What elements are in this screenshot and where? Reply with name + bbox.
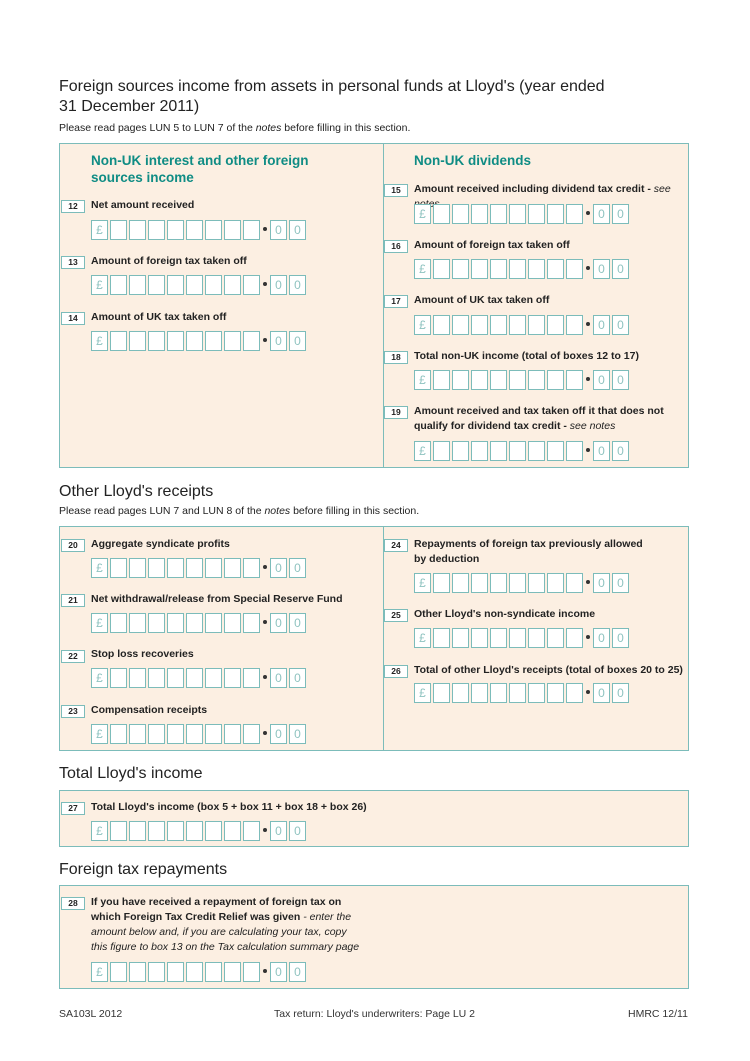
footer-page-title: Tax return: Lloyd's underwriters: Page LU 2	[274, 1008, 476, 1020]
digit-cell[interactable]	[471, 628, 488, 648]
digit-cell[interactable]	[110, 724, 127, 744]
digit-cell[interactable]	[205, 331, 222, 351]
digit-cell[interactable]	[471, 315, 488, 335]
decimal-point	[263, 338, 267, 342]
pence-cell: 0	[612, 204, 629, 224]
pound-sign-cell: £	[414, 259, 431, 279]
pence-cell: 0	[270, 558, 287, 578]
digit-cell[interactable]	[186, 668, 203, 688]
digit-cell[interactable]	[566, 259, 583, 279]
digit-cell[interactable]	[547, 315, 564, 335]
digit-cell[interactable]	[224, 220, 241, 240]
digit-cell[interactable]	[566, 204, 583, 224]
box-number-25: 25	[384, 609, 408, 622]
pound-sign-cell: £	[91, 331, 108, 351]
digit-cell[interactable]	[490, 573, 507, 593]
digit-cell[interactable]	[547, 683, 564, 703]
digit-cell[interactable]	[528, 259, 545, 279]
digit-cell[interactable]	[148, 962, 165, 982]
box-label-13: Amount of foreign tax taken off	[91, 255, 247, 267]
decimal-point	[263, 282, 267, 286]
digit-cell[interactable]	[205, 275, 222, 295]
pence-cell: 0	[612, 259, 629, 279]
digit-cell[interactable]	[243, 558, 260, 578]
decimal-point	[263, 620, 267, 624]
digit-cell[interactable]	[110, 821, 127, 841]
digit-cell[interactable]	[433, 315, 450, 335]
section-title-foreign-tax-repayments: Foreign tax repayments	[59, 861, 228, 878]
digit-cell[interactable]	[528, 573, 545, 593]
digit-cell[interactable]	[566, 628, 583, 648]
digit-cell[interactable]	[224, 558, 241, 578]
digit-cell[interactable]	[148, 668, 165, 688]
box-label-16: Amount of foreign tax taken off	[414, 239, 570, 251]
digit-cell[interactable]	[148, 331, 165, 351]
pound-sign-cell: £	[414, 441, 431, 461]
digit-cell[interactable]	[547, 441, 564, 461]
digit-cell[interactable]	[167, 331, 184, 351]
digit-cell[interactable]	[148, 220, 165, 240]
digit-cell[interactable]	[129, 962, 146, 982]
digit-cell[interactable]	[471, 204, 488, 224]
digit-cell[interactable]	[471, 259, 488, 279]
pence-cell: 0	[289, 558, 306, 578]
box-label-26: Total of other Lloyd's receipts (total of boxes 20 to 25)	[414, 664, 683, 676]
digit-cell[interactable]	[224, 962, 241, 982]
digit-cell[interactable]	[167, 724, 184, 744]
pence-cell: 0	[270, 821, 287, 841]
pound-sign-cell: £	[414, 370, 431, 390]
digit-cell[interactable]	[452, 204, 469, 224]
digit-cell[interactable]	[243, 724, 260, 744]
digit-cell[interactable]	[509, 370, 526, 390]
box-number-12: 12	[61, 200, 85, 213]
pence-cell: 0	[612, 573, 629, 593]
decimal-point	[586, 448, 590, 452]
box-label-17: Amount of UK tax taken off	[414, 294, 550, 306]
section-title-foreign-sources: Foreign sources income from assets in personal funds at Lloyd's (year ended 31 December 2011)	[59, 78, 605, 115]
digit-cell[interactable]	[528, 628, 545, 648]
pence-cell: 0	[593, 204, 610, 224]
digit-cell[interactable]	[566, 441, 583, 461]
digit-cell[interactable]	[243, 668, 260, 688]
decimal-point	[263, 969, 267, 973]
pence-cell: 0	[270, 613, 287, 633]
panel-foreign-tax-repayments	[59, 885, 689, 989]
digit-cell[interactable]	[186, 220, 203, 240]
pound-sign-cell: £	[91, 220, 108, 240]
pence-cell: 0	[270, 724, 287, 744]
digit-cell[interactable]	[452, 441, 469, 461]
digit-cell[interactable]	[186, 275, 203, 295]
pence-cell: 0	[612, 370, 629, 390]
column-divider	[383, 527, 384, 750]
digit-cell[interactable]	[433, 573, 450, 593]
pence-cell: 0	[270, 668, 287, 688]
digit-cell[interactable]	[110, 275, 127, 295]
digit-cell[interactable]	[547, 370, 564, 390]
box-label-23: Compensation receipts	[91, 704, 208, 716]
pence-cell: 0	[289, 821, 306, 841]
digit-cell[interactable]	[452, 315, 469, 335]
digit-cell[interactable]	[490, 441, 507, 461]
box-number-24: 24	[384, 539, 408, 552]
decimal-point	[586, 377, 590, 381]
digit-cell[interactable]	[186, 962, 203, 982]
pence-cell: 0	[289, 668, 306, 688]
digit-cell[interactable]	[547, 573, 564, 593]
decimal-point	[586, 266, 590, 270]
pence-cell: 0	[593, 315, 610, 335]
decimal-point	[263, 675, 267, 679]
pence-cell: 0	[270, 962, 287, 982]
digit-cell[interactable]	[509, 628, 526, 648]
panel-other-receipts	[59, 526, 689, 751]
pound-sign-cell: £	[414, 315, 431, 335]
heading-non-uk-dividends: Non-UK dividends	[414, 153, 531, 168]
pound-sign-cell: £	[91, 821, 108, 841]
digit-cell[interactable]	[490, 259, 507, 279]
digit-cell[interactable]	[186, 558, 203, 578]
digit-cell[interactable]	[167, 558, 184, 578]
footer-form-code: SA103L 2012	[59, 1008, 123, 1020]
box-number-27: 27	[61, 802, 85, 815]
digit-cell[interactable]	[110, 962, 127, 982]
box-label-28: If you have received a repayment of foreign tax on which Foreign Tax Credit Relief was given - enter the amount below and, if you are calculating your tax, copy this figure to box 13 on the Tax calculation summary page	[91, 896, 360, 953]
digit-cell[interactable]	[566, 573, 583, 593]
pence-cell: 0	[612, 441, 629, 461]
box-number-15: 15	[384, 184, 408, 197]
box-number-13: 13	[61, 256, 85, 269]
box-label-20: Aggregate syndicate profits	[91, 538, 230, 550]
digit-cell[interactable]	[528, 315, 545, 335]
decimal-point	[586, 580, 590, 584]
pence-cell: 0	[593, 628, 610, 648]
digit-cell[interactable]	[205, 962, 222, 982]
digit-cell[interactable]	[490, 628, 507, 648]
box-label-19: Amount received and tax taken off it that does not qualify for dividend tax credit - see notes	[414, 405, 664, 432]
pence-cell: 0	[270, 331, 287, 351]
box-number-22: 22	[61, 650, 85, 663]
digit-cell[interactable]	[224, 668, 241, 688]
pound-sign-cell: £	[91, 558, 108, 578]
digit-cell[interactable]	[490, 315, 507, 335]
digit-cell[interactable]	[129, 275, 146, 295]
digit-cell[interactable]	[566, 315, 583, 335]
pound-sign-cell: £	[91, 275, 108, 295]
digit-cell[interactable]	[129, 724, 146, 744]
digit-cell[interactable]	[433, 259, 450, 279]
digit-cell[interactable]	[148, 724, 165, 744]
digit-cell[interactable]	[167, 962, 184, 982]
digit-cell[interactable]	[148, 558, 165, 578]
digit-cell[interactable]	[186, 331, 203, 351]
pence-cell: 0	[593, 259, 610, 279]
decimal-point	[586, 211, 590, 215]
box-label-25: Other Lloyd's non-syndicate income	[414, 608, 596, 620]
digit-cell[interactable]	[167, 668, 184, 688]
section-title-other-receipts: Other Lloyd's receipts	[59, 483, 214, 500]
pound-sign-cell: £	[414, 573, 431, 593]
digit-cell[interactable]	[129, 331, 146, 351]
box-label-15: Amount received including dividend tax credit - see	[414, 183, 671, 195]
digit-cell[interactable]	[509, 259, 526, 279]
box-number-23: 23	[61, 705, 85, 718]
pound-sign-cell: £	[414, 204, 431, 224]
digit-cell[interactable]	[129, 220, 146, 240]
box-number-21: 21	[61, 594, 85, 607]
digit-cell[interactable]	[471, 683, 488, 703]
box-number-18: 18	[384, 351, 408, 364]
digit-cell[interactable]	[452, 573, 469, 593]
digit-cell[interactable]	[452, 259, 469, 279]
digit-cell[interactable]	[490, 683, 507, 703]
digit-cell[interactable]	[110, 331, 127, 351]
box-label-21: Net withdrawal/release from Special Reserve Fund	[91, 593, 343, 605]
pence-cell: 0	[289, 331, 306, 351]
digit-cell[interactable]	[167, 220, 184, 240]
pence-cell: 0	[612, 315, 629, 335]
decimal-point	[586, 635, 590, 639]
digit-cell[interactable]	[528, 370, 545, 390]
box-number-16: 16	[384, 240, 408, 253]
pound-sign-cell: £	[91, 962, 108, 982]
digit-cell[interactable]	[205, 220, 222, 240]
digit-cell[interactable]	[471, 441, 488, 461]
digit-cell[interactable]	[224, 275, 241, 295]
pence-cell: 0	[612, 628, 629, 648]
digit-cell[interactable]	[509, 315, 526, 335]
digit-cell[interactable]	[129, 668, 146, 688]
panel-foreign-sources	[59, 143, 689, 468]
decimal-point	[263, 227, 267, 231]
digit-cell[interactable]	[490, 204, 507, 224]
digit-cell[interactable]	[129, 821, 146, 841]
box-number-26: 26	[384, 665, 408, 678]
digit-cell[interactable]	[433, 683, 450, 703]
digit-cell[interactable]	[167, 613, 184, 633]
pence-cell: 0	[593, 573, 610, 593]
digit-cell[interactable]	[224, 724, 241, 744]
box-label-22: Stop loss recoveries	[91, 648, 194, 660]
box-number-28: 28	[61, 897, 85, 910]
digit-cell[interactable]	[167, 821, 184, 841]
pence-cell: 0	[270, 220, 287, 240]
digit-cell[interactable]	[110, 613, 127, 633]
digit-cell[interactable]	[129, 558, 146, 578]
digit-cell[interactable]	[528, 204, 545, 224]
pence-cell: 0	[270, 275, 287, 295]
pence-cell: 0	[289, 220, 306, 240]
digit-cell[interactable]	[243, 613, 260, 633]
box-label-18: Total non-UK income (total of boxes 12 to 17)	[414, 350, 639, 362]
heading-non-uk-interest: Non-UK interest and other foreign sources income	[91, 153, 309, 185]
digit-cell[interactable]	[509, 441, 526, 461]
pound-sign-cell: £	[91, 724, 108, 744]
decimal-point	[586, 690, 590, 694]
decimal-point	[586, 322, 590, 326]
pence-cell: 0	[593, 370, 610, 390]
pence-cell: 0	[289, 962, 306, 982]
digit-cell[interactable]	[224, 821, 241, 841]
digit-cell[interactable]	[452, 683, 469, 703]
digit-cell[interactable]	[433, 628, 450, 648]
section-note-other-receipts: Please read pages LUN 7 and LUN 8 of the notes before filling in this section.	[59, 505, 420, 517]
digit-cell[interactable]	[243, 220, 260, 240]
box-number-14: 14	[61, 312, 85, 325]
box-label-12: Net amount received	[91, 199, 195, 211]
digit-cell[interactable]	[490, 370, 507, 390]
pound-sign-cell: £	[91, 613, 108, 633]
section-title-total-income: Total Lloyd's income	[59, 765, 203, 782]
digit-cell[interactable]	[205, 613, 222, 633]
digit-cell[interactable]	[243, 331, 260, 351]
digit-cell[interactable]	[186, 724, 203, 744]
box-number-20: 20	[61, 539, 85, 552]
digit-cell[interactable]	[433, 370, 450, 390]
digit-cell[interactable]	[167, 275, 184, 295]
pence-cell: 0	[593, 441, 610, 461]
digit-cell[interactable]	[528, 683, 545, 703]
digit-cell[interactable]	[186, 821, 203, 841]
footer-version: HMRC 12/11	[628, 1008, 688, 1020]
digit-cell[interactable]	[509, 204, 526, 224]
digit-cell[interactable]	[224, 331, 241, 351]
box-label-24: Repayments of foreign tax previously allowed by deduction	[414, 538, 643, 565]
digit-cell[interactable]	[433, 204, 450, 224]
digit-cell[interactable]	[186, 613, 203, 633]
digit-cell[interactable]	[148, 821, 165, 841]
digit-cell[interactable]	[110, 220, 127, 240]
digit-cell[interactable]	[471, 370, 488, 390]
decimal-point	[263, 565, 267, 569]
section-note-foreign-sources: Please read pages LUN 5 to LUN 7 of the notes before filling in this section.	[59, 122, 411, 134]
digit-cell[interactable]	[205, 821, 222, 841]
digit-cell[interactable]	[547, 259, 564, 279]
digit-cell[interactable]	[129, 613, 146, 633]
digit-cell[interactable]	[205, 724, 222, 744]
digit-cell[interactable]	[528, 441, 545, 461]
pence-cell: 0	[289, 724, 306, 744]
box-label-27: Total Lloyd's income (box 5 + box 11 + box 18 + box 26)	[91, 801, 367, 813]
digit-cell[interactable]	[205, 668, 222, 688]
box-number-19: 19	[384, 406, 408, 419]
digit-cell[interactable]	[509, 573, 526, 593]
digit-cell[interactable]	[243, 275, 260, 295]
digit-cell[interactable]	[243, 962, 260, 982]
pound-sign-cell: £	[414, 628, 431, 648]
decimal-point	[263, 731, 267, 735]
digit-cell[interactable]	[205, 558, 222, 578]
digit-cell[interactable]	[433, 441, 450, 461]
digit-cell[interactable]	[110, 558, 127, 578]
pence-cell: 0	[612, 683, 629, 703]
pence-cell: 0	[593, 683, 610, 703]
digit-cell[interactable]	[452, 370, 469, 390]
panel-total-income	[59, 790, 689, 847]
pound-sign-cell: £	[91, 668, 108, 688]
box-label-14: Amount of UK tax taken off	[91, 311, 227, 323]
digit-cell[interactable]	[547, 628, 564, 648]
digit-cell[interactable]	[148, 613, 165, 633]
pence-cell: 0	[289, 275, 306, 295]
digit-cell[interactable]	[224, 613, 241, 633]
pence-cell: 0	[289, 613, 306, 633]
digit-cell[interactable]	[566, 683, 583, 703]
digit-cell[interactable]	[547, 204, 564, 224]
digit-cell[interactable]	[110, 668, 127, 688]
digit-cell[interactable]	[452, 628, 469, 648]
digit-cell[interactable]	[471, 573, 488, 593]
digit-cell[interactable]	[148, 275, 165, 295]
pound-sign-cell: £	[414, 683, 431, 703]
digit-cell[interactable]	[509, 683, 526, 703]
digit-cell[interactable]	[243, 821, 260, 841]
box-number-17: 17	[384, 295, 408, 308]
digit-cell[interactable]	[566, 370, 583, 390]
decimal-point	[263, 828, 267, 832]
